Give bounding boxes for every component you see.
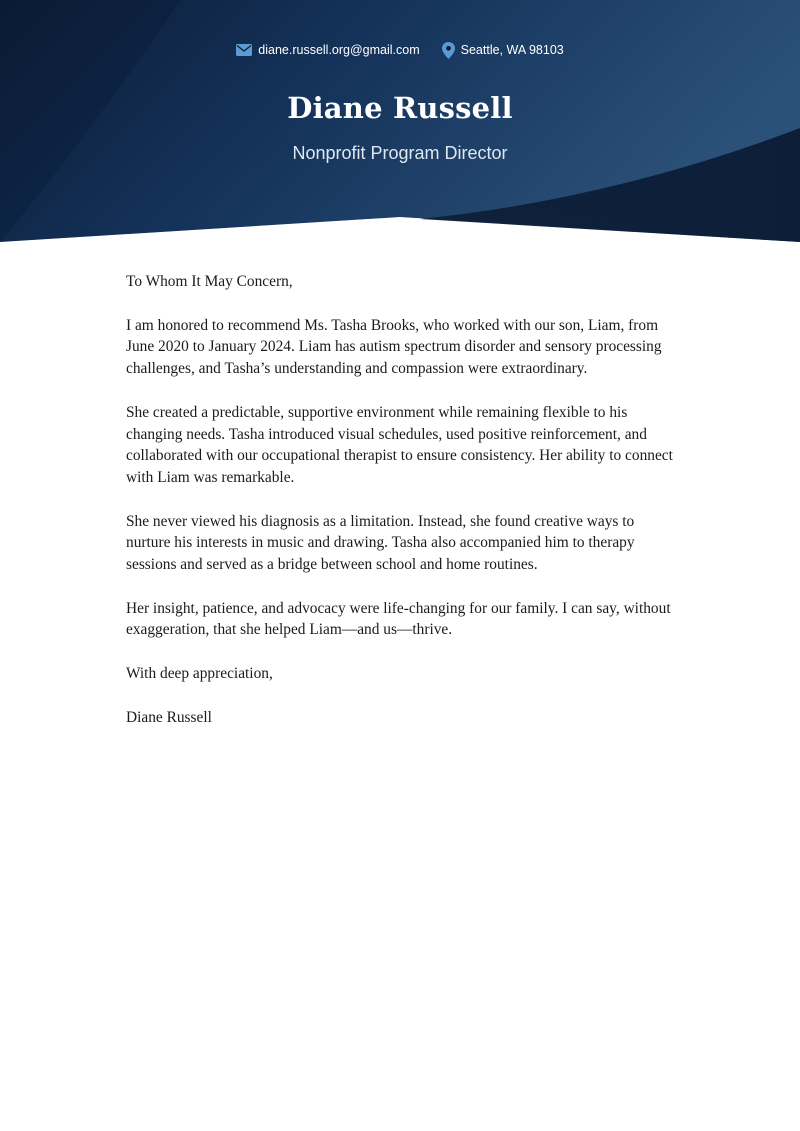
closing: With deep appreciation, bbox=[126, 665, 273, 683]
map-pin-icon bbox=[442, 42, 455, 59]
paragraph-4: Her insight, patience, and advocacy were life-changing for our family. I can say, without exaggeration, that she helped Liam—and us—thrive. bbox=[126, 599, 671, 639]
letter-header bbox=[0, 0, 800, 242]
email-contact[interactable] bbox=[236, 40, 419, 60]
letter-body bbox=[126, 271, 681, 729]
author-title: Nonprofit Program Director bbox=[292, 143, 508, 163]
email-text: diane.russell.org@gmail.com bbox=[258, 43, 420, 57]
location-contact bbox=[442, 40, 564, 60]
location-text: Seattle, WA 98103 bbox=[460, 43, 564, 57]
paragraph-1: I am honored to recommend Ms. Tasha Brooks, who worked with our son, Liam, from June 2020 to January 2024. Liam has autism spectrum disorder and sensory processing challenges, and Tasha’s understanding and compassion were extraordinary. bbox=[126, 316, 662, 378]
paragraph-3: She never viewed his diagnosis as a limitation. Instead, she found creative ways to nurture his interests in music and drawing. Tasha also accompanied him to therapy sessions and served as a bridge between school and home routines. bbox=[126, 512, 635, 574]
author-name: Diane Russell bbox=[287, 91, 513, 125]
contact-info bbox=[0, 40, 800, 60]
envelope-icon bbox=[236, 44, 252, 56]
salutation: To Whom It May Concern, bbox=[126, 273, 293, 290]
signature: Diane Russell bbox=[126, 708, 212, 726]
paragraph-2: She created a predictable, supportive environment while remaining flexible to his changing needs. Tasha introduced visual schedules, used positive reinforcement, and collaborated with our occupational therapist to ensure consistency. Her ability to connect with Liam was remarkable. bbox=[126, 403, 673, 486]
